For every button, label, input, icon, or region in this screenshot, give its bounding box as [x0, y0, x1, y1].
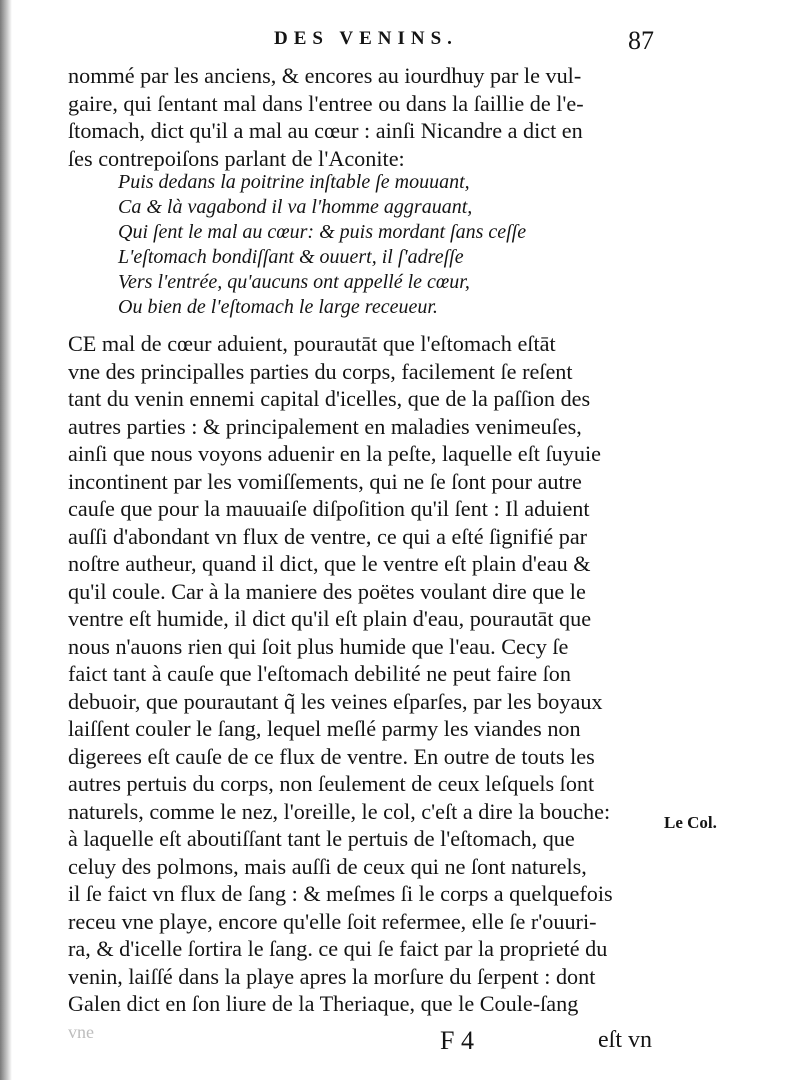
- verse-line: Puis dedans la poitrine inſtable ſe mouuant,: [118, 171, 470, 193]
- text-line: noſtre autheur, quand il dict, que le ventre eſt plain d'eau &: [68, 551, 591, 576]
- text-line: gaire, qui ſentant mal dans l'entree ou dans la ſaillie de l'e-: [68, 90, 584, 116]
- body-text-bottom: [68, 330, 668, 1018]
- text-line: laiſſent couler le ſang, lequel meſlé parmy les viandes non: [68, 716, 581, 741]
- text-line: auſſi d'abondant vn flux de ventre, ce qui a eſté ſignifié par: [68, 523, 588, 549]
- catchword: eſt vn: [598, 1027, 652, 1053]
- running-title: DES VENINS.: [274, 28, 458, 49]
- text-line: à laquelle eſt aboutiſſant tant le pertuis de l'eſtomach, que: [68, 826, 575, 851]
- text-line: autres pertuis du corps, non ſeulement de ceux leſquels ſont: [68, 771, 595, 796]
- text-line: tant du venin ennemi capital d'icelles, que de la paſſion des: [68, 386, 591, 411]
- signature-mark: F 4: [440, 1026, 474, 1055]
- text-line: receu vne playe, encore qu'elle ſoit refermee, elle ſe r'ouuri-: [68, 908, 597, 934]
- verse-line: Ou bien de l'eſtomach le large receueur.: [118, 296, 438, 318]
- text-line: ſes contrepoiſons parlant de l'Aconite:: [68, 145, 405, 171]
- text-line: Galen dict en ſon liure de la Theriaque, que le Coule-ſang: [68, 991, 579, 1016]
- text-line: digerees eſt cauſe de ce flux de ventre. En outre de touts les: [68, 743, 595, 769]
- text-line: incontinent par les vomiſſements, qui ne ſe ſont pour autre: [68, 468, 582, 494]
- verse-line: Qui ſent le mal au cœur: & puis mordant ſans ceſſe: [118, 221, 527, 243]
- page-number: 87: [628, 26, 654, 55]
- text-line: vne des principalles parties du corps, facilement ſe reſent: [68, 358, 573, 384]
- text-line: ſtomach, dict qu'il a mal au cœur : ainſi Nicandre a dict en: [68, 118, 583, 143]
- text-line: faict tant à cauſe que l'eſtomach debilité ne peut faire ſon: [68, 661, 571, 686]
- verse-line: Ca & là vagabond il va l'homme aggrauant,: [118, 196, 473, 218]
- text-line: qu'il coule. Car à la maniere des poëtes voulant dire que le: [68, 578, 586, 604]
- text-line: cauſe que pour la mauuaiſe diſpoſition qu'il ſent : Il aduient: [68, 496, 590, 521]
- text-line: il ſe faict vn flux de ſang : & meſmes ſi le corps a quelquefois: [68, 881, 613, 906]
- text-line: naturels, comme le nez, l'oreille, le col, c'eſt a dire la bouche:: [68, 798, 611, 824]
- body-text-top: [68, 62, 668, 172]
- bleed-through-text: vne: [68, 1022, 94, 1042]
- verse-quotation: [118, 170, 568, 320]
- text-line: ventre eſt humide, il dict qu'il eſt plain d'eau, pourautāt que: [68, 606, 592, 631]
- text-line: ainſi que nous voyons aduenir en la peſte, laquelle eſt ſuyuie: [68, 441, 601, 466]
- text-line: debuoir, que pourautant q̃ les veines eſparſes, par les boyaux: [68, 688, 603, 714]
- verse-line: L'eſtomach bondiſſant & ouuert, il ſ'adreſſe: [118, 246, 464, 268]
- text-line: ra, & d'icelle ſortira le ſang. ce qui ſe faict par la proprieté du: [68, 936, 608, 961]
- text-line: celuy des polmons, mais auſſi de ceux qui ne ſont naturels,: [68, 853, 587, 879]
- text-line: venin, laiſſé dans la playe apres la morſure du ſerpent : dont: [68, 963, 596, 989]
- margin-note: Le Col.: [664, 813, 717, 832]
- verse-line: Vers l'entrée, qu'aucuns ont appellé le cœur,: [118, 271, 470, 293]
- text-line: nommé par les anciens, & encores au iourdhuy par le vul-: [68, 63, 582, 88]
- text-line: autres parties : & principalement en maladies venimeuſes,: [68, 413, 582, 439]
- text-line: nous n'auons rien qui ſoit plus humide que l'eau. Cecy ſe: [68, 633, 569, 659]
- text-line: CE mal de cœur aduient, pourautāt que l'eſtomach eſtāt: [68, 331, 556, 356]
